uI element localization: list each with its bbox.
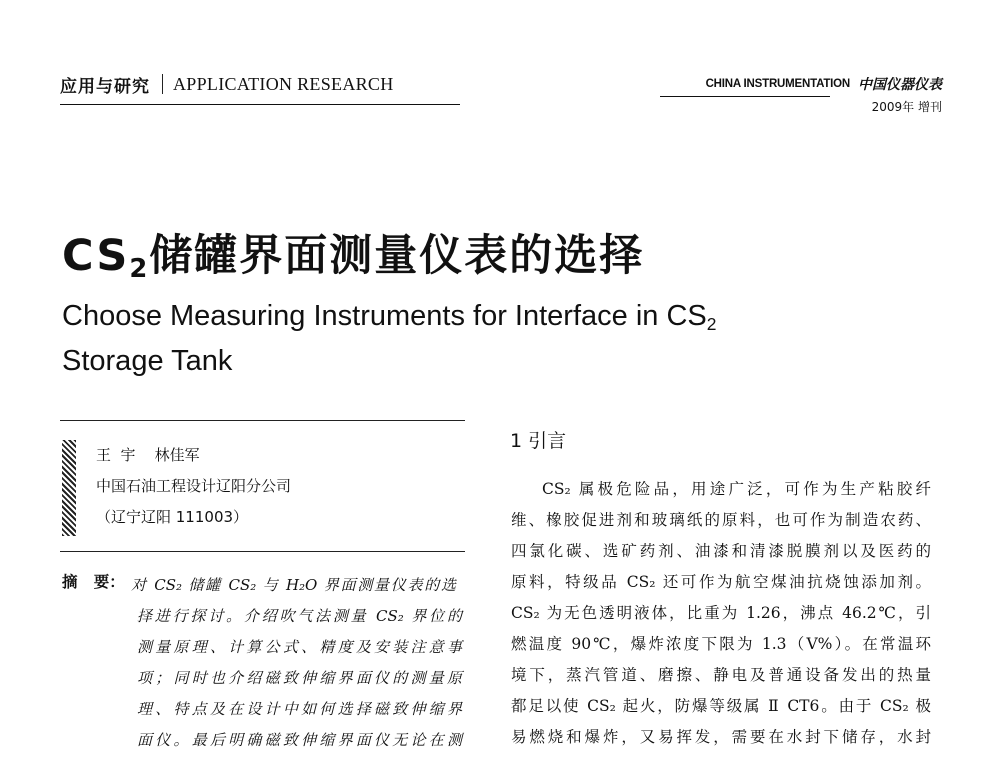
title-cn-main: 储罐界面测量仪表的选择 [149,231,645,281]
author-names: 王 宇 林佳军 [96,446,200,464]
abstract-line: 对 CS₂ 储罐 CS₂ 与 H₂O 界面测量仪表的选 [131,576,456,594]
section-label-cn: 应用与研究 [60,76,150,97]
author-hatch-bar [62,440,76,536]
body-line: CS₂ 为无色透明液体，比重为 1.26，沸点 46.2℃，引 [511,604,931,622]
title-en-subscript: 2 [706,313,717,334]
title-cn-subscript: 2 [129,254,150,285]
title-en-line-1-text: Choose Measuring Instruments for Interface in CS [62,300,707,332]
article-title-en [62,294,716,384]
header-rule-left [60,104,460,105]
header-divider [162,74,163,94]
body-line: 维、橡胶促进剂和玻璃纸的原料，也可作为制造农药、 [511,511,931,529]
abstract-line: 项；同时也介绍磁致伸缩界面仪的测量原 [137,669,462,687]
article-title-cn [62,222,644,283]
author-box-rule-top [60,420,465,421]
abstract-label: 摘 要： [62,573,125,591]
running-header-section [60,72,394,96]
title-en-line-1 [62,294,716,339]
author-block [96,440,291,533]
running-header-journal [706,74,942,115]
header-rule-right [660,96,830,97]
abstract-line: 测量原理、计算公式、精度及安装注意事 [137,638,462,656]
author-affiliation: 中国石油工程设计辽阳分公司 [96,477,292,495]
body-line: 境下，蒸汽管道、磨擦、静电及普通设备发出的热量 [511,666,931,684]
body-line: 燃温度 90℃，爆炸浓度下限为 1.3（V%）。在常温环 [511,635,931,653]
body-line: CS₂ 属极危险品，用途广泛，可作为生产粘胶纤 [542,480,931,498]
abstract-text [131,570,462,756]
body-line: 四氯化碳、选矿药剂、油漆和清漆脱膜剂以及医药的 [511,542,931,560]
title-cn-prefix: CS [62,231,130,281]
journal-name-en: CHINA INSTRUMENTATION [705,78,850,90]
section-heading-introduction: 1 引言 [510,430,567,452]
author-box-rule-bottom [60,551,465,552]
journal-issue: 2009年 增刊 [871,100,942,114]
author-address: （辽宁辽阳 111003） [96,508,249,526]
introduction-body [511,474,931,753]
abstract-line: 理、特点及在设计中如何选择磁致伸缩界 [137,700,462,718]
abstract-line: 择进行探讨。介绍吹气法测量 CS₂ 界位的 [137,607,462,625]
journal-name-cn: 中国仪器仪表 [858,77,942,93]
title-en-line-2: Storage Tank [62,345,233,377]
body-line: 原料，特级品 CS₂ 还可作为航空煤油抗烧蚀添加剂。 [511,573,931,591]
body-line: 易燃烧和爆炸，又易挥发，需要在水封下储存，水封 [511,728,931,746]
body-line: 都足以使 CS₂ 起火，防爆等级属 Ⅱ CT6。由于 CS₂ 极 [511,697,931,715]
section-label-en: APPLICATION RESEARCH [173,73,394,94]
abstract-line: 面仪。最后明确磁致伸缩界面仪无论在测 [137,731,462,749]
